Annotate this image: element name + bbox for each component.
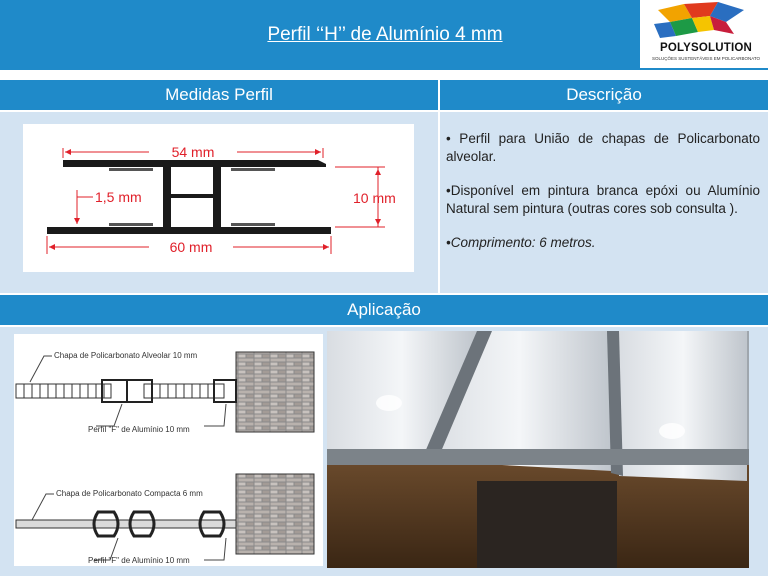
installation-diagram-card: [14, 334, 323, 566]
dim-top-label: 54 mm: [171, 144, 215, 160]
description-item: •Disponível em pintura branca epóxi ou Alumínio Natural sem pintura (outras cores sob consulta ).: [446, 183, 760, 216]
description-list: [446, 130, 760, 268]
dim-bottom-label: 60 mm: [169, 239, 213, 255]
description-item: •Comprimento: 6 metros.: [446, 235, 596, 250]
dim-height-label: 10 mm: [353, 190, 396, 206]
section-header-application: Aplicação: [0, 295, 768, 325]
installation-photo: [327, 331, 749, 568]
brand-tagline: SOLUÇÕES SUSTENTÁVEIS EM POLICARBONATO: [651, 56, 761, 61]
section-header-measures: Medidas Perfil: [0, 80, 438, 110]
brand-name: POLYSOLUTION: [659, 42, 753, 54]
dim-wall-label: 1,5 mm: [95, 189, 142, 205]
label-alveolar: Chapa de Policarbonato Alveolar 10 mm: [54, 351, 198, 360]
label-profile-2: Perfil "F" de Alumínio 10 mm: [88, 556, 190, 565]
installation-diagram: [14, 334, 323, 566]
label-profile-1: Perfil "F" de Alumínio 10 mm: [88, 425, 190, 434]
profile-drawing-card: [23, 124, 414, 272]
description-item: • Perfil para União de chapas de Policarbonato alveolar.: [446, 131, 760, 164]
h-profile-drawing: [23, 124, 414, 272]
section-header-description: Descrição: [440, 80, 768, 110]
label-compact: Chapa de Policarbonato Compacta 6 mm: [56, 489, 203, 498]
page-title: Perfil ‘‘H’’ de Alumínio 4 mm: [267, 24, 503, 45]
